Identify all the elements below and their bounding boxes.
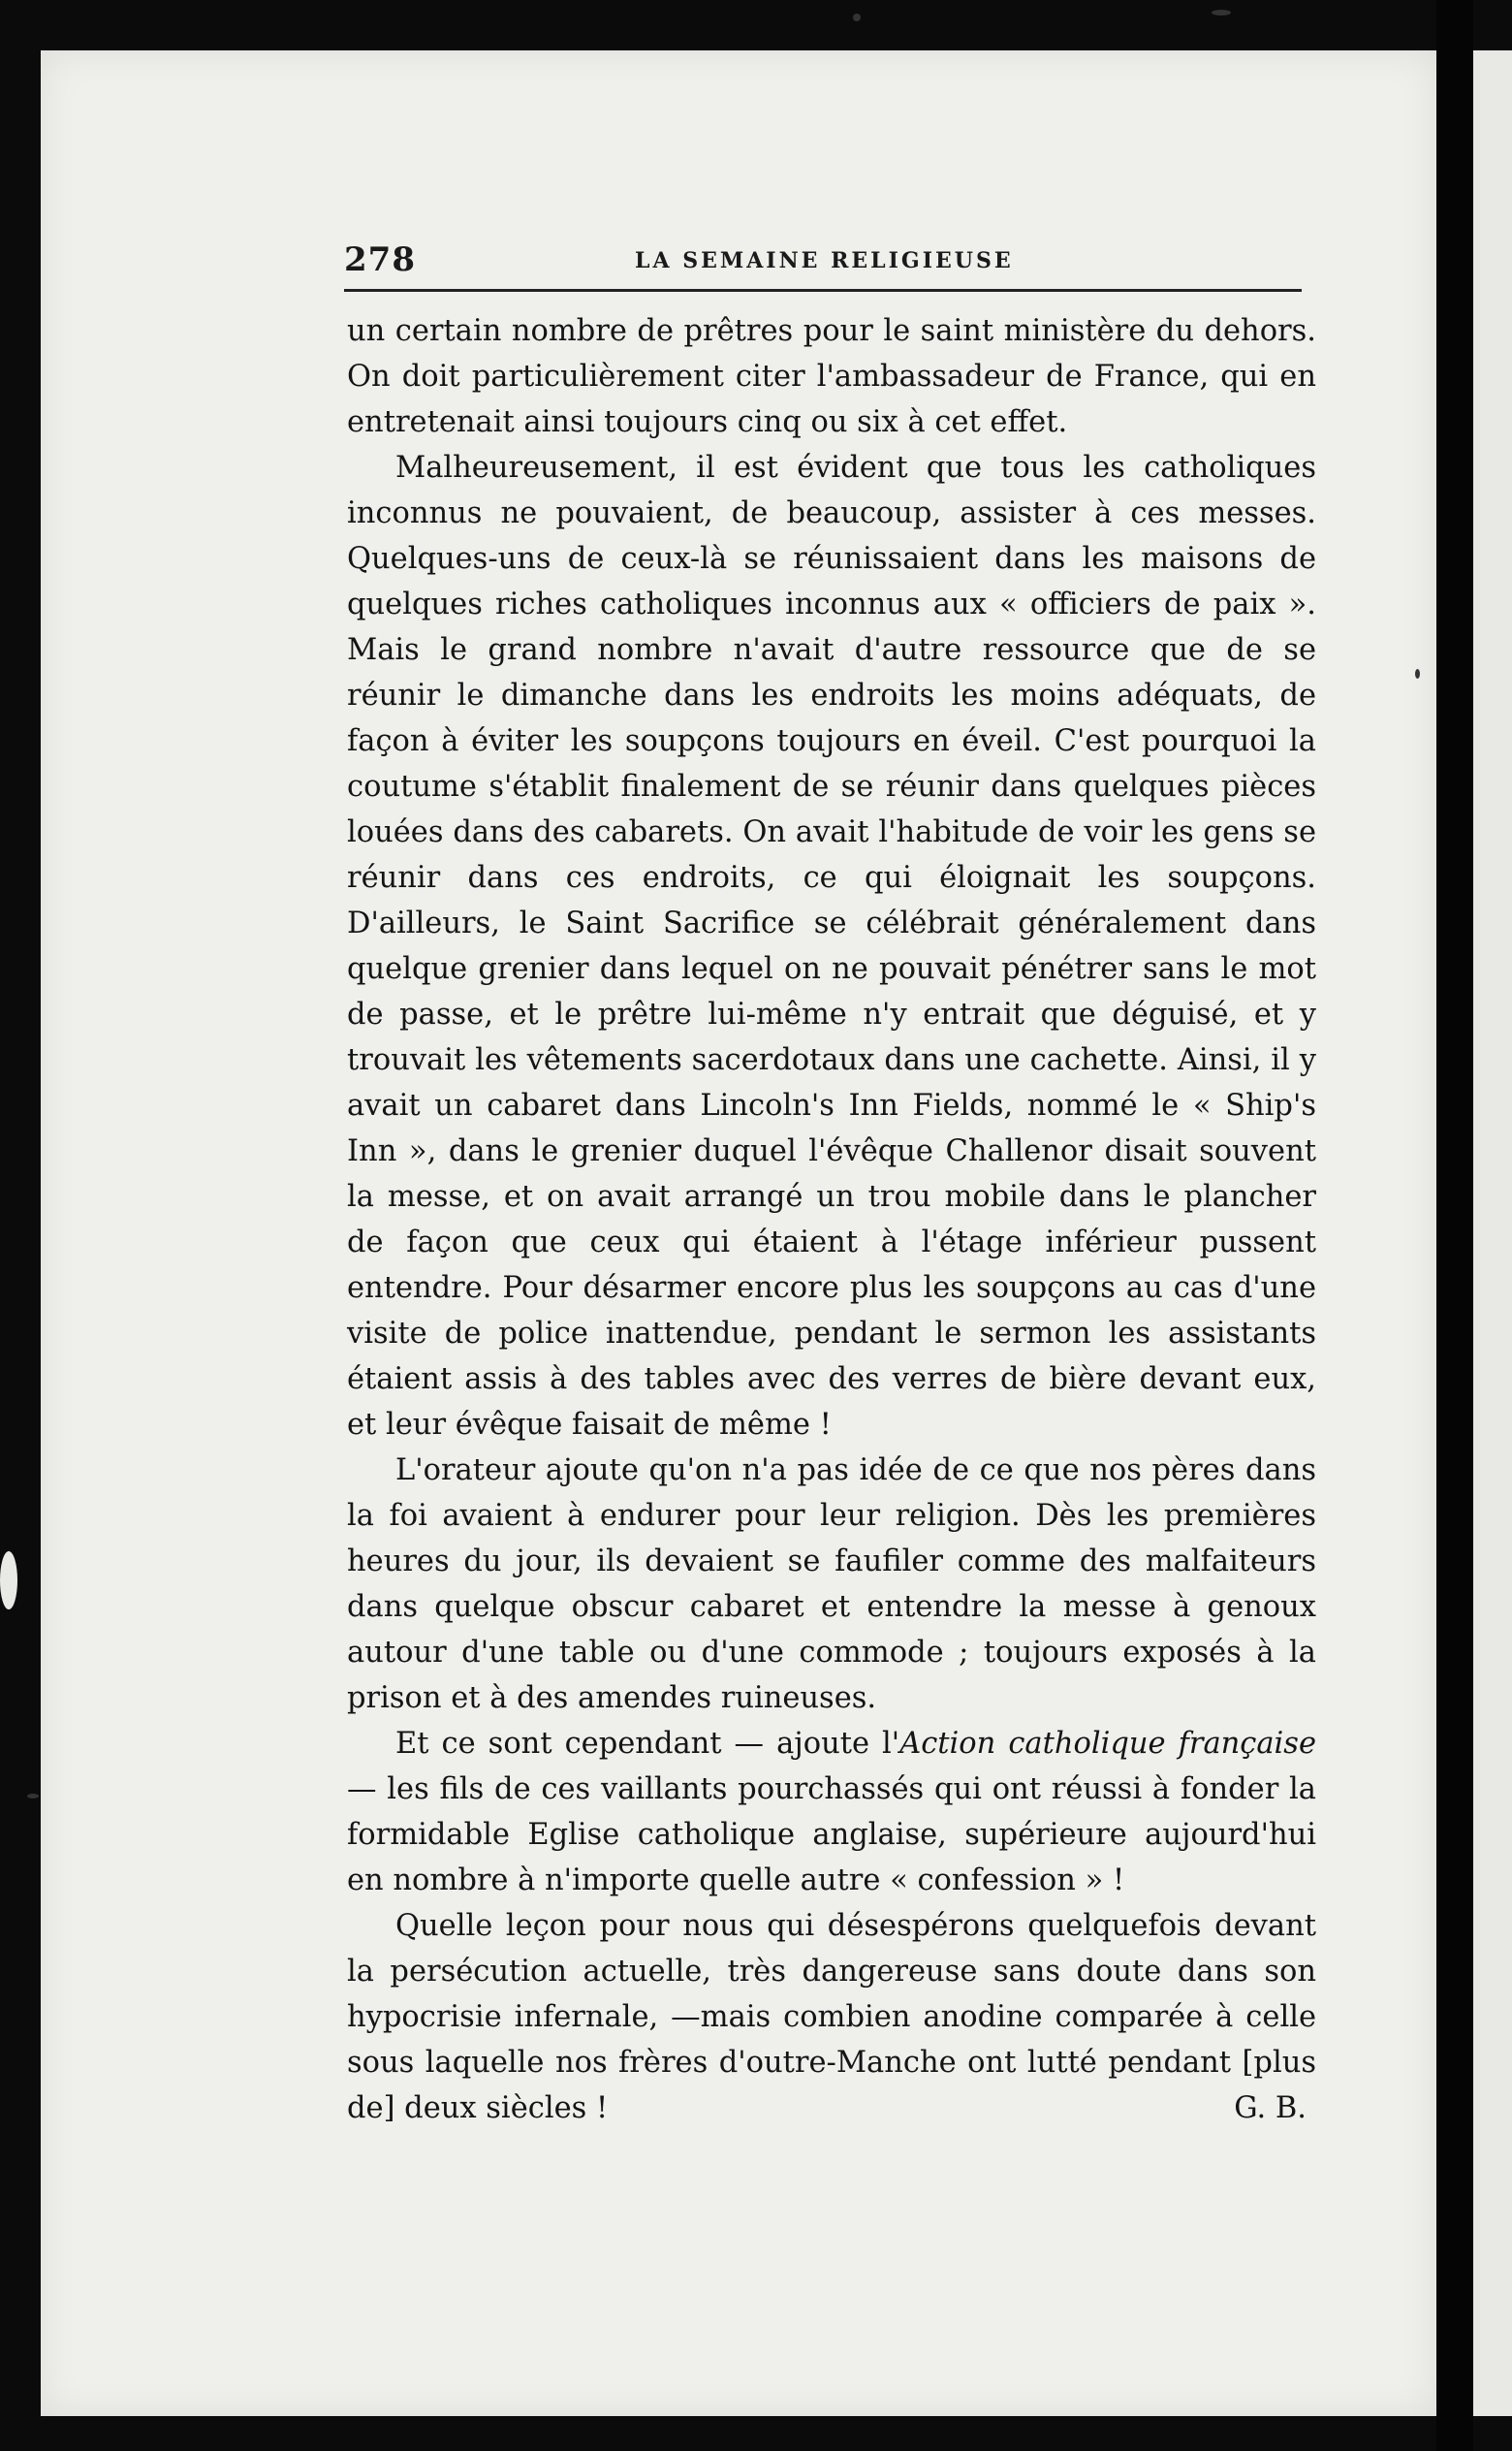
adjacent-page-edge (1473, 50, 1512, 2416)
page-header (344, 240, 1299, 279)
article-body (347, 308, 1316, 2131)
publication-title: Action catholique française (899, 1727, 1317, 1761)
scan-speck (853, 14, 861, 21)
scan-speck (0, 1551, 17, 1609)
paragraph-text: — les fils de ces vaillants pourchassés qui ont réussi à fonder la formidable Eglise catholique anglaise, supérieure aujourd'hui en nombre à n'importe quelle autre « confession » ! (347, 1772, 1316, 1897)
page-number: 278 (344, 240, 416, 279)
paragraph (347, 1721, 1316, 1903)
scan-speck (27, 1794, 39, 1798)
scan-speck (1212, 10, 1231, 16)
author-signature: G. B. (1234, 2091, 1307, 2125)
paragraph: Quelle leçon pour nous qui désespérons quelquefois devant la persécution actuelle, très dangereuse sans doute dans son hypocrisie infernale, —mais combien anodine comparée à celle sous laquelle nos frères d'outre-Manche ont lutté pendant [plus de] deux siècles ! (347, 1909, 1316, 2125)
page-gutter (1436, 0, 1473, 2451)
paragraph-text: Et ce sont cependant — ajoute l' (395, 1727, 900, 1761)
paragraph: Malheureusement, il est évident que tous les catholiques inconnus ne pouvaient, de beaucoup, assister à ces messes. Quelques-uns de ceux-là se réunissaient dans les maisons de quelques riches catholiques inconnus aux « officiers de paix ». Mais le grand nombre n'avait d'autre ressource que de se réunir le dimanche dans les endroits les moins adéquats, de façon à éviter les soupçons toujours en éveil. C'est pourquoi la coutume s'établit finalement de se réunir dans quelques pièces louées dans des cabarets. On avait l'habitude de voir les gens se réunir dans ces endroits, ce qui éloignait les soupçons. D'ailleurs, le Saint Sacrifice se célébrait généralement dans quelque grenier dans lequel on ne pouvait pénétrer sans le mot de passe, et le prêtre lui-même n'y entrait que déguisé, et y trouvait les vêtements sacerdotaux dans une cachette. Ainsi, il y avait un cabaret dans Lincoln's Inn Fields, nommé le « Ship's Inn », dans le grenier duquel l'évêque Challenor disait souvent la messe, et on avait arrangé un trou mobile dans le plancher de façon que ceux qui étaient à l'étage inférieur pussent entendre. Pour désarmer encore plus les soupçons au cas d'une visite de police inattendue, pendant le sermon les assistants étaient assis à des tables avec des verres de bière devant eux, et leur évêque faisait de même ! (347, 451, 1316, 1442)
paragraph: L'orateur ajoute qu'on n'a pas idée de ce que nos pères dans la foi avaient à endurer pour leur religion. Dès les premières heures du jour, ils devaient se faufiler comme des malfaiteurs dans quelque obscur cabaret et entendre la messe à genoux autour d'une table ou d'une commode ; toujours exposés à la prison et à des amendes ruineuses. (347, 1453, 1316, 1715)
scan-speck (1415, 669, 1420, 679)
header-rule (344, 289, 1302, 292)
paragraph: un certain nombre de prêtres pour le saint ministère du dehors. On doit particulièrement citer l'ambassadeur de France, qui en entretenait ainsi toujours cinq ou six à cet effet. (347, 314, 1316, 439)
running-title: LA SEMAINE RELIGIEUSE (635, 248, 1014, 273)
